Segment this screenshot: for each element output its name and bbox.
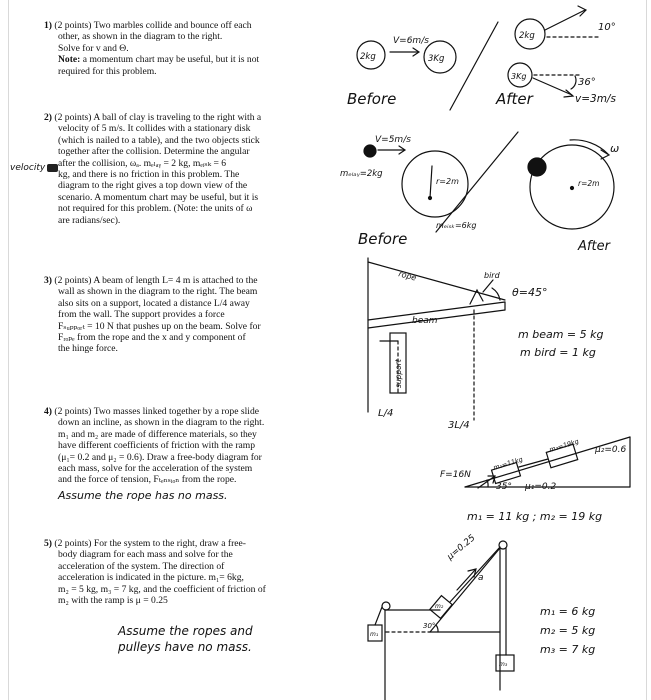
problem-5-line-0: For the system to the right, draw a free- bbox=[93, 538, 246, 549]
problem-4-points: (2 points) bbox=[54, 406, 92, 417]
p1-angle-top: 10° bbox=[598, 22, 616, 33]
problem-5-line-5: m₂ with the ramp is μ = 0.25 bbox=[58, 595, 168, 607]
p2-clay-mass-label: mₑₗₐᵧ=2kg bbox=[340, 169, 383, 179]
p3-three-quarter-label: 3L/4 bbox=[448, 420, 470, 431]
problem-3-line-4: Fₛᵤₚₚₒᵣₜ = 10 N that pushes up on the beam. Solve for bbox=[58, 320, 261, 332]
p2-disk-mass-label: mₑᵢₛₖ=6kg bbox=[436, 221, 477, 230]
problem-2-line-3: together after the collision. Determine the angular bbox=[58, 146, 250, 158]
p5-accel-label: a bbox=[478, 573, 484, 583]
problem-5-number: 5) bbox=[44, 538, 52, 549]
p4-force-label: F=16N bbox=[440, 470, 471, 480]
p1-after-arrow-2kg bbox=[545, 10, 585, 30]
problem-3-line-2: also sits on a support, located a distance L/4 away bbox=[58, 297, 250, 309]
p1-velocity-before: V=6m/s bbox=[393, 36, 429, 46]
p4-mu1-label: μ₁=0.2 bbox=[525, 482, 557, 492]
problem-2-line-8: not required for this problem. (Note: the units of ω bbox=[58, 203, 253, 215]
problem-5-points: (2 points) bbox=[54, 538, 92, 549]
problem-2-line-1: velocity of 5 m/s. It collides with a stationary disk bbox=[58, 123, 251, 135]
p4-masses-label: m₁ = 11 kg ; m₂ = 19 kg bbox=[467, 510, 603, 523]
p3-bird-label: bird bbox=[484, 271, 500, 280]
p4-m2-label: m₂=19kg bbox=[548, 437, 580, 454]
problem-1-points: (2 points) bbox=[54, 20, 92, 31]
problem-5-line-3: acceleration is indicated in the picture. m₁= 6kg, bbox=[58, 572, 244, 584]
p3-rope-label: rope bbox=[397, 269, 418, 283]
problem-5-line-1: body diagram for each mass and solve for the bbox=[58, 549, 233, 561]
p4-m1-label: m₁=11kg bbox=[492, 455, 524, 472]
problem-4-line-2: m₁ and m₂ are made of difference materials, so they bbox=[58, 428, 257, 440]
p1-angle-bottom: 36° bbox=[578, 77, 596, 88]
p3-quarter-label: L/4 bbox=[378, 408, 394, 419]
p2-after-clay bbox=[528, 158, 546, 176]
p1-after-arrow-3kg bbox=[533, 78, 572, 95]
p3-bird-pointer bbox=[483, 280, 493, 292]
p4-angle-arc bbox=[487, 480, 488, 487]
problem-2-line-5: kg, and there is no friction in this problem. The bbox=[58, 169, 240, 181]
p5-block-m1-label: m₁ bbox=[370, 631, 379, 638]
problem-4-line-3: have different coefficients of friction with the ramp bbox=[58, 440, 256, 452]
problem-5-handwritten-1: pulleys have no mass. bbox=[118, 640, 252, 654]
p5-m1-value: m₁ = 6 kg bbox=[540, 605, 596, 618]
p1-after-mass-b: 3Kg bbox=[511, 72, 527, 81]
problem-1-note-label: Note: bbox=[58, 54, 81, 66]
p5-rope-m1 bbox=[375, 607, 382, 625]
problem-5-handwritten-0: Assume the ropes and bbox=[118, 624, 253, 638]
problem-2-line-0: A ball of clay is traveling to the right with a bbox=[93, 112, 262, 123]
p3-rope bbox=[368, 262, 505, 300]
p5-mu-label: μ=0.25 bbox=[445, 533, 478, 563]
problem-3-points: (2 points) bbox=[54, 275, 92, 286]
p3-angle-label: θ=45° bbox=[512, 286, 548, 299]
problem-1-number: 1) bbox=[44, 20, 52, 31]
p5-block-m3-label: m₃ bbox=[499, 661, 508, 668]
problem-2-line-7: scenario. A momentum chart may be useful, but it is bbox=[58, 191, 259, 203]
p2-omega-label: ω bbox=[610, 142, 620, 155]
p1-before-label: Before bbox=[347, 90, 397, 108]
problem-1-line-2: Solve for v and Θ. bbox=[58, 42, 129, 54]
problem-2-number: 2) bbox=[44, 112, 52, 123]
problem-4-line-6: and the force of tension, Fₜₑₙₛᵢₒₙ from the rope. bbox=[58, 474, 237, 486]
problem-5-line-2: acceleration of the system. The direction of bbox=[58, 560, 225, 572]
p2-after-label: After bbox=[578, 239, 610, 254]
p5-pulley-left bbox=[382, 602, 390, 610]
p2-disk-radius-label: r=2m bbox=[436, 177, 459, 186]
problem-1-line-0: Two marbles collide and bounce off each bbox=[93, 20, 252, 31]
p2-velocity-label: V=5m/s bbox=[375, 135, 411, 145]
p1-divider-line bbox=[450, 22, 498, 110]
p5-angle-label: 30° bbox=[423, 622, 436, 630]
problem-3-line-1: wall as shown in the diagram to the right. The beam bbox=[58, 286, 258, 298]
p2-radius-line bbox=[430, 166, 432, 198]
problem-4-number: 4) bbox=[44, 406, 52, 417]
p2-before-label: Before bbox=[358, 230, 408, 248]
p3-beam-label: beam bbox=[412, 316, 438, 326]
p1-after-label: After bbox=[496, 90, 533, 108]
problem-2-line-4: after the collision, ωₐ. mₑₗₐᵧ = 2 kg, mₑᵢₛₖ = 6 bbox=[58, 157, 227, 169]
problem-2-line-6: diagram to the right gives a top down view of the bbox=[58, 180, 248, 192]
p5-ramp-surface bbox=[430, 548, 500, 632]
p2-after-radius-label: r=2m bbox=[578, 179, 600, 188]
problem-3-line-3: from the wall. The support provides a force bbox=[58, 309, 225, 321]
p3-mass-bird: m bird = 1 kg bbox=[520, 346, 596, 359]
p2-clay-ball bbox=[364, 145, 376, 157]
p5-accel-arrow bbox=[457, 570, 475, 590]
problem-1-line-1: other, as shown in the diagram to the right. bbox=[58, 31, 223, 43]
p1-velocity-after: v=3m/s bbox=[575, 93, 616, 105]
p2-after-center bbox=[571, 187, 574, 190]
problem-2-points: (2 points) bbox=[54, 112, 92, 123]
p1-mass-b-label: 3Kg bbox=[428, 54, 445, 64]
problem-4-line-1: down an incline, as shown in the diagram to the right. bbox=[58, 417, 265, 429]
problem-3-line-5: Fᵣₒₚₑ from the rope and the x and y component of bbox=[58, 332, 246, 344]
p1-mass-a-label: 2kg bbox=[360, 52, 376, 62]
problem-5-line-4: m₂ = 5 kg, m₃ = 7 kg, and the coefficient of friction of bbox=[58, 583, 266, 595]
p4-angle-label: 35° bbox=[496, 482, 512, 492]
p5-m2-value: m₂ = 5 kg bbox=[540, 624, 596, 637]
p2-omega-arc bbox=[570, 140, 608, 154]
problem-4-line-5: each mass, solve for the acceleration of the system bbox=[58, 463, 253, 475]
problem-2-margin-velocity: velocity bbox=[10, 163, 46, 173]
p5-block-m2-label: m₂ bbox=[435, 603, 444, 610]
problem-1-note-1: required for this problem. bbox=[58, 65, 157, 77]
problem-4-line-0: Two masses linked together by a rope slide bbox=[93, 406, 260, 417]
problem-4-handwritten-note: Assume the rope has no mass. bbox=[58, 489, 228, 502]
p5-angle-arc bbox=[436, 625, 438, 632]
problem-3-line-6: the hinge force. bbox=[58, 343, 118, 355]
p4-mu2-label: μ₂=0.6 bbox=[595, 445, 627, 455]
problem-3-line-0: A beam of length L= 4 m is attached to the bbox=[93, 275, 258, 286]
problem-4-line-4: (μ₁= 0.2 and μ₂ = 0.6). Draw a free-body diagram for bbox=[58, 451, 262, 463]
p5-m3-value: m₃ = 7 kg bbox=[540, 643, 596, 656]
p3-bird bbox=[470, 290, 483, 304]
p1-angle-arc bbox=[571, 76, 576, 89]
problem-1-note-0: a momentum chart may be useful, but it is not bbox=[82, 54, 260, 66]
problem-2-line-2: (which is nailed to a table), and the two objects stick bbox=[58, 134, 260, 146]
p1-after-mass-a: 2kg bbox=[519, 31, 535, 41]
p3-mass-beam: m beam = 5 kg bbox=[518, 328, 604, 341]
p3-support-label: support bbox=[394, 359, 403, 388]
problem-3-number: 3) bbox=[44, 275, 52, 286]
problem-2-line-9: are radians/sec). bbox=[58, 214, 121, 226]
